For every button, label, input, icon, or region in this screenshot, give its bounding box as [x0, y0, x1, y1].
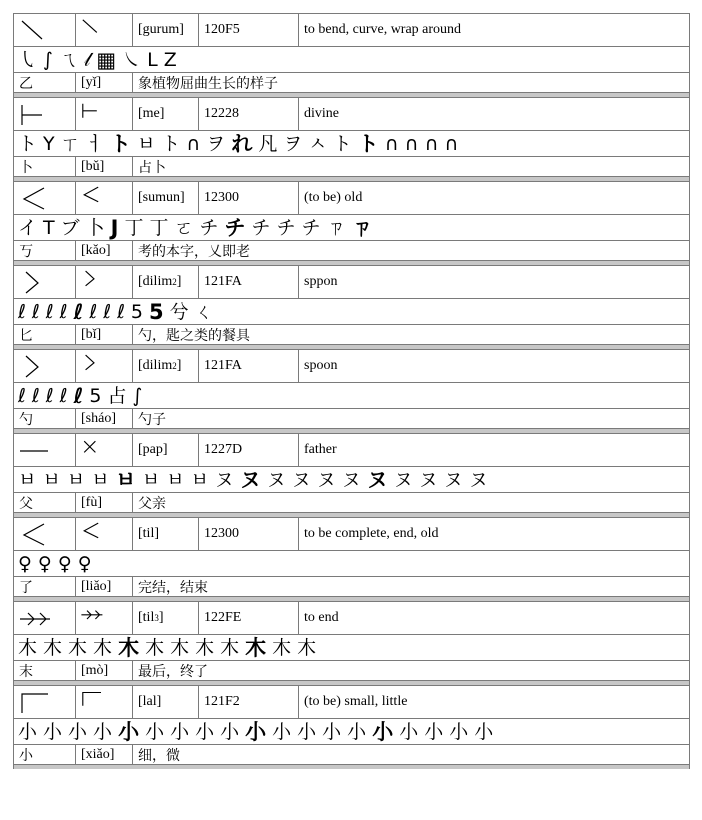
hanzi: 末	[14, 661, 76, 680]
sign-name: [ me ]	[133, 98, 199, 130]
glyph-form: ∩	[404, 132, 419, 155]
glyph-form: 小	[297, 720, 317, 743]
hanzi: 丂	[14, 241, 76, 260]
oracle-bone-forms-row	[14, 131, 689, 157]
glyph-form: ℓ	[31, 300, 40, 323]
oracle-bone-forms-row	[14, 467, 689, 493]
glyph-form: ㅂ	[141, 468, 161, 491]
sign-name: [ lal ]	[133, 686, 199, 718]
glyph-form: ∫	[132, 384, 143, 407]
sign-entry	[13, 349, 690, 429]
glyph-form: ブ	[60, 216, 80, 239]
glyph-form: ト	[357, 131, 379, 156]
glyph-form: 木	[118, 635, 140, 660]
glyph-form: チ	[199, 216, 219, 239]
glyph-form: 小	[424, 720, 444, 743]
oracle-bone-forms-row	[14, 551, 689, 577]
glyph-form: チ	[301, 216, 321, 239]
chinese-row	[14, 577, 689, 597]
glyph-form: ㅂ	[18, 468, 37, 491]
oracle-bone-forms-row	[14, 215, 689, 241]
english-meaning: to end	[304, 610, 339, 625]
cuneiform-variant-icon	[76, 518, 133, 550]
glyph-form: ヌ	[214, 468, 234, 491]
glyph-form: ヌ	[291, 468, 311, 491]
glyph-form: ℓ	[59, 384, 68, 407]
glyph-form: ヌ	[266, 468, 286, 491]
sign-name: [ dilim 2 ]	[133, 266, 199, 298]
glyph-form: ㅂ	[190, 468, 209, 491]
glyph-form: ∩	[424, 132, 439, 155]
glyph-form: ℓ	[45, 300, 54, 323]
glyph-form: ヌ	[393, 468, 413, 491]
glyph-form: ヌ	[468, 468, 488, 491]
glyph-form: ℓ	[103, 300, 112, 323]
glyph-form: ♀	[57, 552, 72, 575]
glyph-form: ㅂ	[42, 468, 61, 491]
glyph-form: ト	[332, 132, 352, 155]
glyph-form: ヲ	[283, 132, 303, 155]
cuneiform-sign-icon	[14, 266, 76, 298]
unicode-code: 120F5	[199, 14, 299, 46]
glyph-form: 小	[18, 720, 38, 743]
pinyin: [mò]	[76, 661, 133, 680]
chinese-row	[14, 73, 689, 93]
sign-header-row	[14, 602, 689, 635]
glyph-form: 木	[245, 635, 267, 660]
glyph-form: ト	[18, 132, 38, 155]
glyph-form: 木	[170, 636, 190, 659]
glyph-form: ♀	[37, 552, 52, 575]
glyph-form: 凡	[258, 132, 278, 155]
english-meaning: spoon	[304, 358, 338, 373]
glyph-form: Z	[163, 48, 177, 71]
glyph-form: ∫	[43, 48, 53, 71]
glyph-form: 木	[220, 636, 240, 659]
glyph-form: ℓ	[59, 300, 68, 323]
hanzi: 乙	[14, 73, 76, 92]
glyph-form: ヌ	[341, 468, 361, 491]
english-meaning: to be complete, end, old	[304, 526, 439, 541]
glyph-form: 小	[399, 720, 419, 743]
glyph-form: 木	[68, 636, 88, 659]
glyph-form: ㅅ	[308, 132, 327, 155]
english-meaning: to bend, curve, wrap around	[304, 22, 462, 37]
english-meaning: father	[304, 442, 337, 457]
chinese-gloss: 勺，匙之类的餐具	[138, 327, 250, 344]
cuneiform-sign-icon	[14, 14, 76, 46]
sign-name-text: gurum	[142, 22, 180, 37]
sign-subscript: 2	[172, 361, 177, 371]
sign-name-text: me	[142, 106, 160, 121]
glyph-form: ℓ	[89, 300, 98, 323]
english-meaning: divine	[304, 106, 339, 121]
unicode-code: 121F2	[199, 686, 299, 718]
hanzi: 了	[14, 577, 76, 596]
sign-name: [ til 3 ]	[133, 602, 199, 634]
unicode-code: 121FA	[199, 350, 299, 382]
chinese-gloss: 父亲	[138, 495, 166, 512]
chinese-gloss: 细，微	[138, 747, 180, 764]
hanzi: 卜	[14, 157, 76, 176]
sign-entry	[13, 265, 690, 345]
sign-header-row	[14, 434, 689, 467]
sign-header-row	[14, 518, 689, 551]
oracle-bone-forms-row	[14, 299, 689, 325]
cuneiform-variant-icon	[76, 434, 133, 466]
glyph-form: 小	[220, 720, 240, 743]
oracle-bone-forms-row	[14, 635, 689, 661]
hanzi: 勺	[14, 409, 76, 428]
glyph-form: ヌ	[316, 468, 336, 491]
glyph-form: 兮	[169, 300, 189, 323]
glyph-form: L	[147, 48, 158, 71]
glyph-form: チ	[276, 216, 296, 239]
hanzi: 父	[14, 493, 76, 512]
glyph-form: ㅂ	[137, 132, 156, 155]
sign-header-row	[14, 98, 689, 131]
cuneiform-variant-icon	[76, 182, 133, 214]
sign-header-row	[14, 182, 689, 215]
glyph-form: 木	[18, 636, 38, 659]
chinese-row	[14, 157, 689, 177]
sign-subscript: 3	[154, 613, 159, 623]
unicode-code: 12300	[199, 518, 299, 550]
glyph-form: ♀	[77, 552, 92, 575]
sign-name: [ pap ]	[133, 434, 199, 466]
glyph-form: 丁	[124, 216, 144, 239]
glyph-form: T	[43, 216, 55, 239]
chinese-gloss: 最后，终了	[138, 663, 208, 680]
glyph-form: ℓ	[117, 300, 125, 323]
glyph-form: ヌ	[366, 467, 388, 492]
glyph-form: 小	[322, 720, 342, 743]
oracle-bone-forms-row	[14, 383, 689, 409]
pinyin: [yǐ]	[76, 73, 133, 92]
chinese-gloss: 象植物屈曲生长的样子	[138, 75, 278, 92]
sign-header-row	[14, 350, 689, 383]
glyph-form: 卜	[85, 216, 105, 239]
sign-name-text: sumun	[142, 190, 181, 205]
sign-name-text: dilim	[142, 274, 173, 289]
glyph-form: 5	[89, 384, 102, 407]
glyph-form: 小	[170, 720, 190, 743]
glyph-form: 小	[347, 720, 367, 743]
glyph-form: 木	[145, 636, 165, 659]
cuneiform-sign-icon	[14, 518, 76, 550]
pinyin: [kǎo]	[76, 241, 133, 260]
sign-entry	[13, 433, 690, 513]
glyph-form: 小	[118, 719, 140, 744]
glyph-form: ℓ	[18, 300, 26, 323]
glyph-form: 木	[272, 636, 292, 659]
sign-name: [ gurum ]	[133, 14, 199, 46]
sign-name-text: pap	[142, 442, 163, 457]
pinyin: [sháo]	[76, 409, 133, 428]
chinese-row	[14, 241, 689, 261]
cuneiform-variant-icon	[76, 350, 133, 382]
glyph-form: 5	[149, 299, 164, 324]
chinese-gloss: 占卜	[138, 159, 166, 176]
sign-name-text: til	[142, 610, 155, 625]
cuneiform-sign-icon	[14, 602, 76, 634]
pinyin: [xiǎo]	[76, 745, 133, 764]
glyph-form: J	[110, 215, 119, 240]
glyph-form: 小	[93, 720, 113, 743]
sign-header-row	[14, 14, 689, 47]
chinese-row	[14, 409, 689, 429]
cuneiform-variant-icon	[76, 602, 133, 634]
unicode-code: 1227D	[199, 434, 299, 466]
glyph-form: Y	[43, 132, 55, 155]
glyph-form: ℓ	[45, 384, 54, 407]
pinyin: [fù]	[76, 493, 133, 512]
glyph-form: 小	[449, 720, 469, 743]
sign-entry	[13, 181, 690, 261]
glyph-form: ㄛ	[174, 216, 194, 239]
entry-separator	[13, 765, 690, 769]
cuneiform-sign-icon	[14, 434, 76, 466]
unicode-code: 12300	[199, 182, 299, 214]
chinese-row	[14, 661, 689, 681]
sign-entry	[13, 517, 690, 597]
glyph-form: ℓ	[73, 299, 84, 324]
glyph-form: ㅓ	[85, 132, 104, 155]
english-meaning: (to be) old	[304, 190, 363, 205]
glyph-form: ∩	[186, 132, 201, 155]
glyph-form: イ	[18, 216, 38, 239]
glyph-form: 丁	[149, 216, 169, 239]
glyph-form: 𝓁	[83, 48, 91, 71]
glyph-form: ㅂ	[66, 468, 86, 491]
chinese-row	[14, 745, 689, 765]
glyph-form: ℓ	[73, 383, 84, 408]
glyph-form: ㅂ	[166, 468, 185, 491]
glyph-form: ㄟ	[58, 48, 78, 71]
unicode-code: 12228	[199, 98, 299, 130]
chinese-gloss: 勺子	[138, 411, 166, 428]
glyph-form: ♀	[18, 552, 32, 575]
glyph-form: 小	[43, 720, 63, 743]
glyph-form: ト	[161, 132, 181, 155]
chinese-row	[14, 493, 689, 513]
glyph-form: ㄒ	[60, 132, 80, 155]
hanzi: 小	[14, 745, 76, 764]
glyph-form: れ	[231, 131, 253, 156]
cuneiform-sign-icon	[14, 182, 76, 214]
sign-name: [ sumun ]	[133, 182, 199, 214]
sign-table	[13, 13, 690, 769]
glyph-form: 小	[474, 720, 494, 743]
glyph-form: ▦	[96, 47, 117, 72]
chinese-gloss: 考的本字，乂即老	[138, 243, 250, 260]
sign-name: [ til ]	[133, 518, 199, 550]
cuneiform-sign-icon	[14, 98, 76, 130]
pinyin: [bǐ]	[76, 325, 133, 344]
glyph-form: ㄗ	[351, 215, 373, 240]
unicode-code: 122FE	[199, 602, 299, 634]
chinese-row	[14, 325, 689, 345]
glyph-form: ヌ	[239, 467, 261, 492]
unicode-code: 121FA	[199, 266, 299, 298]
glyph-form: 占	[107, 384, 127, 407]
glyph-form: 木	[43, 636, 63, 659]
sign-name-text: til	[142, 526, 155, 541]
english-meaning: sppon	[304, 274, 338, 289]
glyph-form: チ	[224, 215, 246, 240]
pinyin: [liǎo]	[76, 577, 133, 596]
glyph-form: ヌ	[418, 468, 438, 491]
sign-name-text: lal	[142, 694, 157, 709]
glyph-form: ㄗ	[326, 216, 346, 239]
sign-subscript: 2	[172, 277, 177, 287]
glyph-form: 小	[272, 720, 292, 743]
pinyin: [bǔ]	[76, 157, 133, 176]
glyph-form: 木	[195, 636, 215, 659]
cuneiform-variant-icon	[76, 14, 133, 46]
glyph-form: ∩	[444, 132, 459, 155]
sign-entry	[13, 601, 690, 681]
sign-entry	[13, 13, 690, 93]
oracle-bone-forms-row	[14, 47, 689, 73]
glyph-form: ヲ	[206, 132, 226, 155]
glyph-form: 小	[372, 719, 394, 744]
glyph-form: 小	[245, 719, 267, 744]
cuneiform-variant-icon	[76, 686, 133, 718]
glyph-form: 小	[195, 720, 215, 743]
glyph-form: 小	[68, 720, 88, 743]
glyph-form: チ	[251, 216, 271, 239]
sign-entry	[13, 97, 690, 177]
cuneiform-sign-icon	[14, 686, 76, 718]
glyph-form: ∩	[384, 132, 399, 155]
sign-name: [ dilim 2 ]	[133, 350, 199, 382]
glyph-form: ㅂ	[91, 468, 110, 491]
glyph-form: 木	[93, 636, 113, 659]
cuneiform-variant-icon	[76, 98, 133, 130]
sign-header-row	[14, 266, 689, 299]
sign-entry	[13, 685, 690, 765]
glyph-form: 5	[130, 300, 144, 323]
glyph-form: ㇂	[18, 48, 38, 71]
oracle-bone-forms-row	[14, 719, 689, 745]
english-meaning: (to be) small, little	[304, 694, 408, 709]
cuneiform-sign-icon	[14, 350, 76, 382]
glyph-form: 木	[297, 636, 317, 659]
glyph-form: 小	[145, 720, 165, 743]
chinese-gloss: 完结，结束	[138, 579, 208, 596]
glyph-form: ℓ	[31, 384, 40, 407]
glyph-form: ㅂ	[115, 467, 136, 492]
cuneiform-variant-icon	[76, 266, 133, 298]
glyph-form: ヌ	[443, 468, 463, 491]
glyph-form: ㇏	[122, 48, 142, 71]
sign-header-row	[14, 686, 689, 719]
hanzi: 匕	[14, 325, 76, 344]
glyph-form: ℓ	[18, 384, 26, 407]
sign-name-text: dilim	[142, 358, 173, 373]
glyph-form: ㄑ	[194, 300, 214, 323]
glyph-form: ト	[110, 131, 131, 156]
